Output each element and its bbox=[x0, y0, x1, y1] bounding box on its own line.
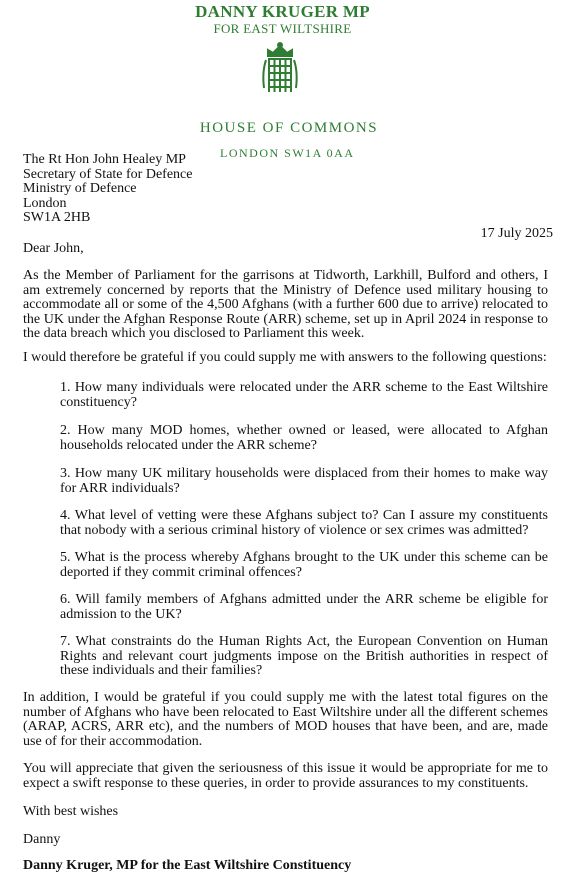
salutation: Dear John, bbox=[23, 241, 84, 256]
recipient-line: SW1A 2HB bbox=[23, 210, 91, 225]
closing-paragraph: You will appreciate that given the seriousness of this issue it would be appropriate for me to expect a swift response to these queries, in order to provide assurances to my constituents. bbox=[23, 761, 548, 791]
valediction: With best wishes bbox=[23, 804, 119, 819]
question-item: 4. What level of vetting were these Afghans subject to? Can I assure my constituents that nobody with a serious criminal history of violence or sex crimes was admitted? bbox=[60, 508, 548, 538]
question-item: 3. How many UK military households were displaced from their homes to make way for ARR individuals? bbox=[60, 466, 548, 496]
house-address: LONDON SW1A 0AA bbox=[220, 146, 355, 160]
mp-constituency: FOR EAST WILTSHIRE bbox=[213, 21, 352, 36]
mp-name: DANNY KRUGER MP bbox=[195, 2, 370, 21]
letter-date: 17 July 2025 bbox=[480, 226, 553, 241]
signature: Danny bbox=[23, 832, 61, 847]
recipient-line: London bbox=[23, 195, 67, 211]
signoff: Danny Kruger, MP for the East Wiltshire Constituency bbox=[23, 858, 352, 873]
portcullis-icon bbox=[260, 42, 300, 96]
intro-paragraph: As the Member of Parliament for the garrisons at Tidworth, Larkhill, Bulford and others, I am extremely concerned by reports that the Ministry of Defence used military housing to accommodate all or some of the 4,500 Afghans (with a further 600 due to arrive) relocated to the UK under the Afghan Response Route (ARR) scheme, set up in April 2024 in response to the data breach which you disclosed to Parliament this week. bbox=[23, 268, 548, 341]
recipient-line: Secretary of State for Defence bbox=[23, 166, 193, 182]
request-paragraph: I would therefore be grateful if you could supply me with answers to the following questions: bbox=[23, 350, 547, 365]
question-item: 1. How many individuals were relocated under the ARR scheme to the East Wiltshire constituency? bbox=[60, 380, 548, 410]
house-of-commons: HOUSE OF COMMONS bbox=[199, 120, 379, 136]
question-item: 5. What is the process whereby Afghans brought to the UK under this scheme can be deported if they commit criminal offences? bbox=[60, 550, 548, 580]
addition-paragraph: In addition, I would be grateful if you could supply me with the latest total figures on the number of Afghans who have been relocated to East Wiltshire under all the different schemes (ARAP, ACRS, ARR etc), and the numbers of MOD houses that have been, and are, made use of for their accommodation. bbox=[23, 690, 548, 749]
question-item: 2. How many MOD homes, whether owned or leased, were allocated to Afghan households relocated under the ARR scheme? bbox=[60, 423, 548, 453]
recipient-address bbox=[23, 153, 192, 226]
recipient-line: Ministry of Defence bbox=[23, 181, 137, 196]
question-item: 6. Will family members of Afghans admitted under the ARR scheme be eligible for admission to the UK? bbox=[60, 592, 548, 622]
question-item: 7. What constraints do the Human Rights Act, the European Convention on Human Rights and relevant court judgments impose on the British authorities in respect of these individuals and their families? bbox=[60, 634, 548, 678]
recipient-line: The Rt Hon John Healey MP bbox=[23, 152, 186, 167]
